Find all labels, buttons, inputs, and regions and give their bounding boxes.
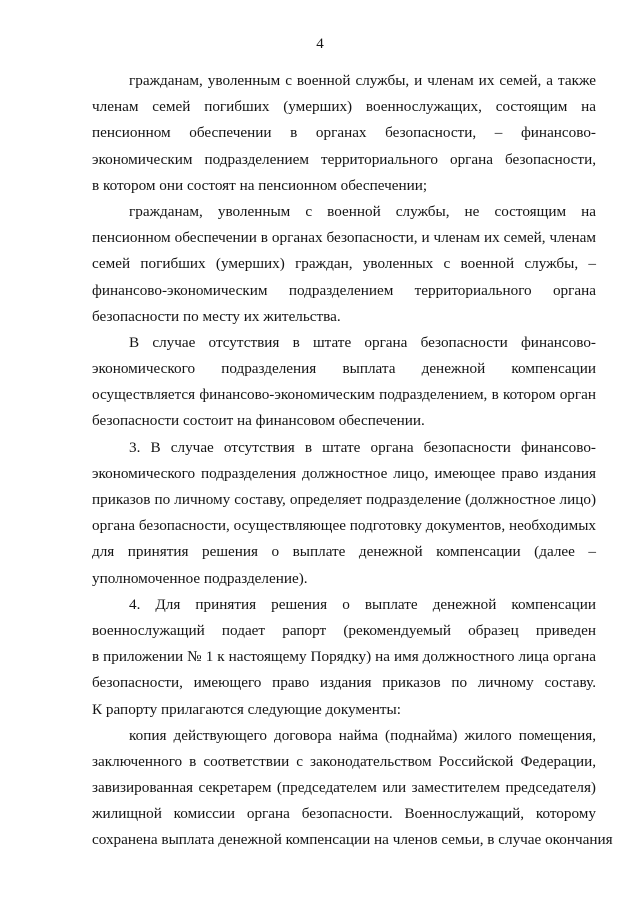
text-line: уполномоченное подразделение). [92,569,308,587]
text-line: безопасности по месту их жительства. [92,307,341,325]
text-line: членам семей погибших (умерших) военнослужащих, состоящим на [92,98,596,116]
page-number: 4 [316,36,324,52]
text-line: военнослужащий подает рапорт (рекомендуемый образец приведен [92,621,596,639]
text-line: приказов по личному составу, определяет подразделение (должностное лицо) [92,491,596,508]
text-line: безопасности, имеющего право издания приказов по личному составу. [92,674,596,692]
text-line: копия действующего договора найма (поднайма) жилого помещения, [129,726,596,744]
paragraph-citizens-retired [92,68,596,199]
text-line: гражданам, уволенным с военной службы, не состоящим на [129,202,596,220]
text-line: сохранена выплата денежной компенсации на членов семьи, в случае окончания [92,831,613,849]
text-line: экономическим подразделением территориального органа безопасности, [92,150,596,168]
text-line: для принятия решения о выплате денежной компенсации (далее – [92,543,596,561]
text-line: гражданам, уволенным с военной службы, и членам их семей, а также [129,72,596,89]
text-line: пенсионном обеспечении в органах безопасности, и членам их семей, членам [92,229,596,247]
text-line: органа безопасности, осуществляющее подготовку документов, необходимых [92,517,596,535]
paragraph-clause-4 [92,592,596,723]
text-line: В случае отсутствия в штате органа безопасности финансово- [129,333,596,351]
text-line: безопасности состоит на финансовом обеспечении. [92,412,425,430]
paragraph-lease-copy [92,723,613,854]
text-line: экономического подразделения выплата денежной компенсации [92,360,596,378]
paragraph-citizens-not-pensioned [92,199,596,330]
text-line: в приложении № 1 к настоящему Порядку) на имя должностного лица органа [92,648,596,666]
text-line: К рапорту прилагаются следующие документы: [92,700,401,718]
text-line: в котором они состоят на пенсионном обеспечении; [92,176,428,194]
text-line: осуществляется финансово-экономическим подразделением, в котором орган [92,386,596,404]
text-line: пенсионном обеспечении в органах безопасности, – финансово- [92,124,596,142]
text-line: семей погибших (умерших) граждан, уволенных с военной службы, – [92,255,596,273]
paragraph-absence-of-unit [92,330,596,435]
text-line: заключенного в соответствии с законодательством Российской Федерации, [92,752,596,770]
text-line: 4. Для принятия решения о выплате денежной компенсации [129,595,596,613]
document-body [92,68,613,854]
text-line: финансово-экономическим подразделением территориального органа [92,281,596,299]
text-line: завизированная секретарем (председателем или заместителем председателя) [92,779,596,797]
text-line: экономического подразделения должностное лицо, имеющее право издания [92,464,596,482]
text-line: 3. В случае отсутствия в штате органа безопасности финансово- [129,438,596,456]
paragraph-clause-3 [92,435,596,592]
text-line: жилищной комиссии органа безопасности. Военнослужащий, которому [92,805,596,823]
